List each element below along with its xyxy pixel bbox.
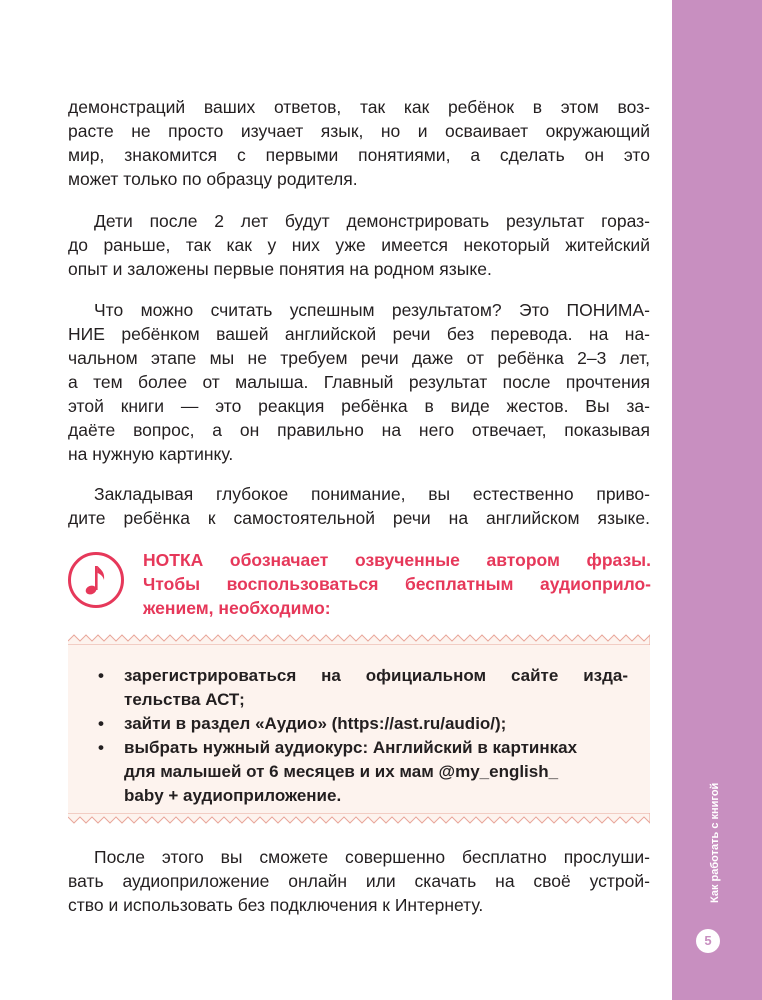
list-item xyxy=(98,736,628,808)
list-item-line: baby + аудиоприложение. xyxy=(124,786,342,805)
note-callout-text xyxy=(143,548,651,620)
paragraph-line: НИЕ ребёнком вашей английской речи без перевода. на на- xyxy=(68,324,650,344)
paragraph-4 xyxy=(68,482,650,530)
list-item-line: выбрать нужный аудиокурс: Английский в картинках xyxy=(124,738,578,757)
paragraph-5 xyxy=(68,845,650,917)
page-number: 5 xyxy=(696,929,720,953)
list-item-line: тельства АСТ; xyxy=(124,690,245,709)
note-line: НОТКА обозначает озвученные автором фразы. xyxy=(143,550,651,570)
paragraph-line: демонстраций ваших ответов, так как ребёнок в этом воз- xyxy=(68,97,650,117)
bullet-marker: • xyxy=(98,738,104,757)
note-line: жением, необходимо: xyxy=(143,598,331,618)
zigzag-border-bottom xyxy=(68,813,650,827)
paragraph-line: После этого вы сможете совершенно бесплатно прослуши- xyxy=(94,847,650,867)
bullet-marker: • xyxy=(98,666,104,685)
musical-note-icon xyxy=(68,552,124,608)
list-item-line: для малышей от 6 месяцев и их мам @my_english_ xyxy=(124,762,559,781)
paragraph-2 xyxy=(68,209,650,281)
paragraph-line: расте не просто изучает язык, но и осваивает окружающий xyxy=(68,121,650,141)
note-line: Чтобы воспользоваться бесплатным аудиоприло- xyxy=(143,574,651,594)
paragraph-line: этой книги — это реакция ребёнка в виде жестов. Вы за- xyxy=(68,396,650,416)
paragraph-line: опыт и заложены первые понятия на родном языке. xyxy=(68,259,492,279)
paragraph-line: ство и использовать без подключения к Интернету. xyxy=(68,895,484,915)
paragraph-line: а тем более от малыша. Главный результат после прочтения xyxy=(68,372,650,392)
paragraph-line: даёте вопрос, а он правильно на него отвечает, показывая xyxy=(68,420,650,440)
bullet-marker: • xyxy=(98,714,104,733)
paragraph-line: может только по образцу родителя. xyxy=(68,169,358,189)
paragraph-1 xyxy=(68,95,650,191)
bullet-list xyxy=(98,664,628,808)
paragraph-line: Закладывая глубокое понимание, вы естественно приво- xyxy=(94,484,650,504)
list-item-line: зайти в раздел «Аудио» (https://ast.ru/audio/); xyxy=(124,714,507,733)
list-item xyxy=(98,712,628,736)
paragraph-line: мир, знакомится с первыми понятиями, а сделать он это xyxy=(68,145,650,165)
paragraph-3 xyxy=(68,298,650,466)
paragraph-line: на нужную картинку. xyxy=(68,444,234,464)
paragraph-line: Что можно считать успешным результатом? Это ПОНИМА- xyxy=(94,300,650,320)
paragraph-line: дите ребёнка к самостоятельной речи на английском языке. xyxy=(68,508,650,528)
paragraph-line: чальном этапе мы не требуем речи даже от ребёнка 2–3 лет, xyxy=(68,348,650,368)
zigzag-border-top xyxy=(68,631,650,645)
instructions-box xyxy=(68,631,650,827)
list-item-line: зарегистрироваться на официальном сайте изда- xyxy=(124,666,628,685)
list-item xyxy=(98,664,628,712)
chapter-title: Как работать с книгой xyxy=(709,782,721,903)
paragraph-line: вать аудиоприложение онлайн или скачать на своё устрой- xyxy=(68,871,650,891)
paragraph-line: Дети после 2 лет будут демонстрировать результат гораз- xyxy=(94,211,650,231)
paragraph-line: до раньше, так как у них уже имеется некоторый житейский xyxy=(68,235,650,255)
